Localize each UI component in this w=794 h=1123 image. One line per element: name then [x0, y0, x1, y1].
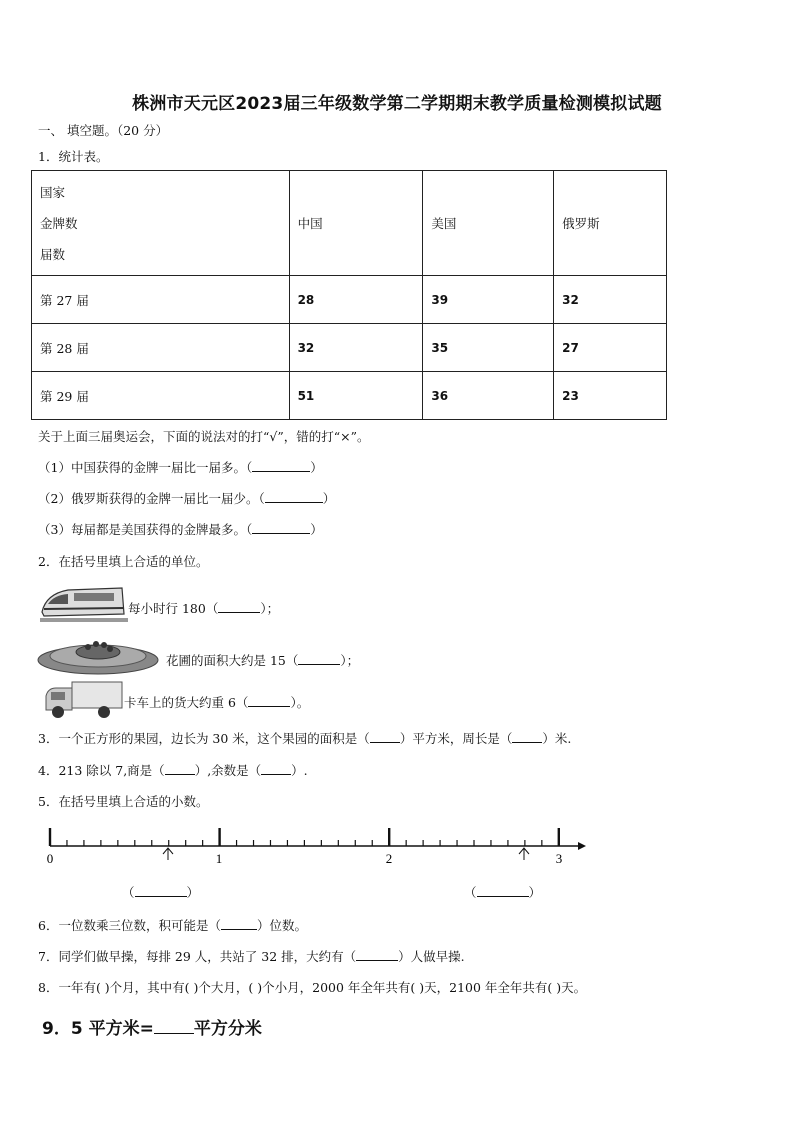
- country-russia: 俄罗斯: [554, 171, 667, 276]
- q1-item-2: （2）俄罗斯获得的金牌一届比一届少。（ ）: [38, 491, 336, 506]
- q2-item-3: 卡车上的货大约重 6（ ）。: [124, 695, 310, 710]
- table-row: 第 29 届 51 36 23: [32, 372, 667, 420]
- answer-blank[interactable]: [252, 471, 310, 472]
- answer-blank[interactable]: [261, 774, 291, 775]
- q2-item-2: 花圃的面积大约是 15（ ）；: [166, 653, 360, 668]
- page-title: 株洲市天元区2023届三年级数学第二学期期末教学质量检测模拟试题: [132, 94, 662, 114]
- tick-label-0: 0: [46, 851, 54, 866]
- answer-blank[interactable]: [370, 742, 400, 743]
- q1-instruction: 关于上面三届奥运会，下面的说法对的打“√”，错的打“×”。: [38, 429, 370, 444]
- answer-blank[interactable]: [265, 502, 323, 503]
- answer-blank[interactable]: [221, 929, 257, 930]
- q1-item-1: （1）中国获得的金牌一届比一届多。（ ）: [38, 460, 323, 475]
- medal-table: [31, 170, 667, 420]
- number-line: [40, 822, 600, 882]
- table-row: 第 28 届 32 35 27: [32, 324, 667, 372]
- answer-blank[interactable]: [154, 1033, 194, 1034]
- table-row: 第 27 届 28 39 32: [32, 276, 667, 324]
- answer-blank[interactable]: [356, 960, 398, 961]
- q4: 4．213 除以 7,商是（ ）,余数是（ ）.: [38, 763, 308, 778]
- number-line-arrowhead: [578, 842, 586, 850]
- q1-label: 1．统计表。: [38, 149, 109, 164]
- answer-blank[interactable]: [218, 612, 260, 613]
- q5-label: 5．在括号里填上合适的小数。: [38, 794, 209, 809]
- tick-label-3: 3: [555, 851, 563, 866]
- country-usa: 美国: [423, 171, 554, 276]
- answer-blank[interactable]: [477, 896, 529, 897]
- tick-label-2: 2: [385, 851, 393, 866]
- q5-answer-1: （ ）: [122, 885, 200, 900]
- q7: 7．同学们做早操，每排 29 人，共站了 32 排，大约有（ ）人做早操.: [38, 949, 465, 964]
- country-china: 中国: [289, 171, 423, 276]
- q3: 3．一个正方形的果园，边长为 30 米，这个果园的面积是（ ）平方米，周长是（ ）米.: [38, 731, 572, 746]
- flower-garden-icon: [36, 632, 160, 676]
- section-heading: 一、 填空题。（20 分）: [38, 123, 169, 138]
- table-header-row: [32, 171, 667, 276]
- train-icon: [38, 582, 128, 628]
- answer-blank[interactable]: [248, 706, 290, 707]
- q2-label: 2．在括号里填上合适的单位。: [38, 554, 209, 569]
- tick-label-1: 1: [215, 851, 223, 866]
- q1-item-3: （3）每届都是美国获得的金牌最多。（ ）: [38, 522, 323, 537]
- q5-answer-2: （ ）: [464, 885, 542, 900]
- truck-icon: [42, 680, 124, 720]
- answer-blank[interactable]: [165, 774, 195, 775]
- q8: 8．一年有( )个月，其中有( )个大月，( )个小月，2000 年全年共有( )天，2100 年全年共有( )天。: [38, 980, 587, 995]
- answer-blank[interactable]: [252, 533, 310, 534]
- q2-item-1: 每小时行 180（ ）；: [128, 601, 280, 616]
- answer-blank[interactable]: [135, 896, 187, 897]
- answer-blank[interactable]: [512, 742, 542, 743]
- q9: 9．5 平方米= 平方分米: [42, 1019, 262, 1039]
- table-corner-cell: 国家 金牌数 届数: [32, 171, 290, 276]
- answer-blank[interactable]: [298, 664, 340, 665]
- q6: 6．一位数乘三位数，积可能是（ ）位数。: [38, 918, 307, 933]
